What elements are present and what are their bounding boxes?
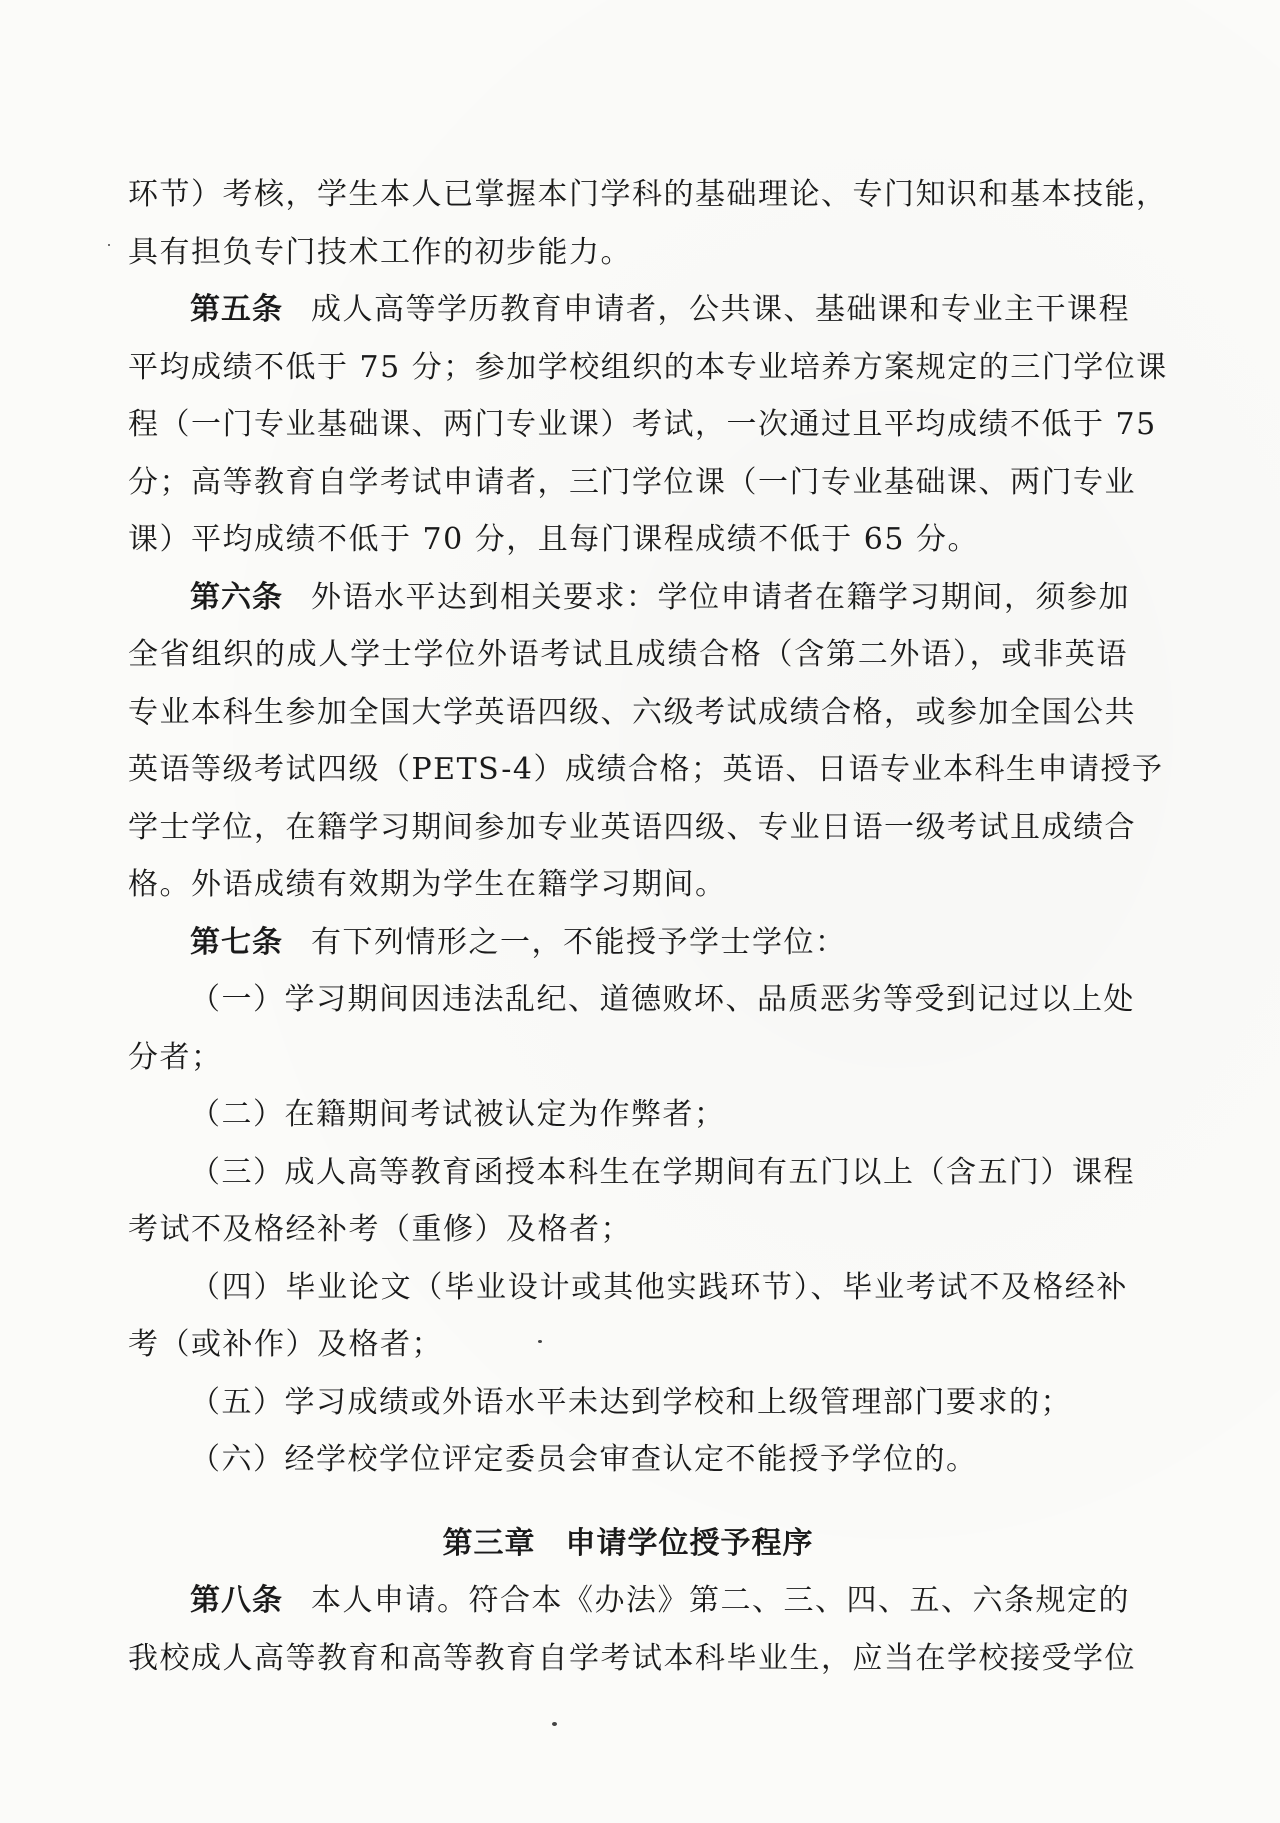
scan-speck xyxy=(538,1340,542,1343)
article-8-text: 本人申请。符合本《办法》第二、三、四、五、六条规定的 xyxy=(311,1583,1130,1618)
list-item-2: （二）在籍期间考试被认定为作弊者； xyxy=(190,1097,726,1132)
article-5-label: 第五条 xyxy=(190,292,283,327)
article-5-line-1 xyxy=(128,281,1128,339)
scan-speck xyxy=(108,244,110,246)
text-line: 分；高等教育自学考试申请者，三门学位课（一门专业基础课、两门专业 xyxy=(128,464,1136,500)
text-line: 专业本科生参加全国大学英语四级、六级考试成绩合格，或参加全国公共 xyxy=(128,694,1136,730)
text-line: 学士学位，在籍学习期间参加专业英语四级、专业日语一级考试且成绩合 xyxy=(128,809,1136,845)
text-line: 格。外语成绩有效期为学生在籍学习期间。 xyxy=(128,867,727,902)
list-item-1: （一）学习期间因违法乱纪、道德败坏、品质恶劣等受到记过以上处 xyxy=(190,982,1135,1017)
article-7-label: 第七条 xyxy=(190,924,283,960)
text-line: 平均成绩不低于 75 分；参加学校组织的本专业培养方案规定的三门学位课 xyxy=(128,349,1168,385)
text-line: 具有担负专门技术工作的初步能力。 xyxy=(128,234,632,270)
list-item-4: （四）毕业论文（毕业设计或其他实践环节）、毕业考试不及格经补 xyxy=(190,1269,1128,1305)
text-line: 考试不及格经补考（重修）及格者； xyxy=(128,1212,632,1247)
article-6-label: 第六条 xyxy=(190,579,283,615)
chapter-3-heading xyxy=(128,1515,1128,1573)
text-line: 程（一门专业基础课、两门专业课）考试，一次通过且平均成绩不低于 75 xyxy=(128,407,1157,442)
text-line: 我校成人高等教育和高等教育自学考试本科毕业生，应当在学校接受学位 xyxy=(128,1640,1136,1676)
text-line: 课）平均成绩不低于 70 分，且每门课程成绩不低于 65 分。 xyxy=(128,522,979,557)
article-6-text: 外语水平达到相关要求：学位申请者在籍学习期间，须参加 xyxy=(311,579,1130,615)
article-6-line-1 xyxy=(128,569,1128,627)
text-line: 环节）考核，学生本人已掌握本门学科的基础理论、专门知识和基本技能， xyxy=(128,177,1168,212)
article-8-line-1 xyxy=(128,1572,1128,1630)
document-body xyxy=(128,166,1168,1687)
chapter-number: 第三章 xyxy=(442,1525,536,1561)
article-5-text: 成人高等学历教育申请者，公共课、基础课和专业主干课程 xyxy=(311,292,1130,327)
article-8-label: 第八条 xyxy=(190,1583,283,1618)
text-line: 考（或补作）及格者； xyxy=(128,1327,443,1362)
article-7-text: 有下列情形之一，不能授予学士学位： xyxy=(311,924,847,960)
text-line: 全省组织的成人学士学位外语考试且成绩合格（含第二外语），或非英语 xyxy=(128,637,1128,672)
list-item-6: （六）经学校学位评定委员会审查认定不能授予学位的。 xyxy=(190,1442,978,1477)
text-line: 分者； xyxy=(128,1039,223,1075)
list-item-5: （五）学习成绩或外语水平未达到学校和上级管理部门要求的； xyxy=(190,1384,1072,1420)
chapter-title: 申请学位授予程序 xyxy=(565,1525,814,1561)
scan-speck xyxy=(552,1722,557,1726)
list-item-3: （三）成人高等教育函授本科生在学期间有五门以上（含五门）课程 xyxy=(190,1154,1135,1190)
article-7-line-1 xyxy=(128,914,1128,972)
text-line: 英语等级考试四级（PETS-4）成绩合格；英语、日语专业本科生申请授予 xyxy=(128,752,1164,787)
